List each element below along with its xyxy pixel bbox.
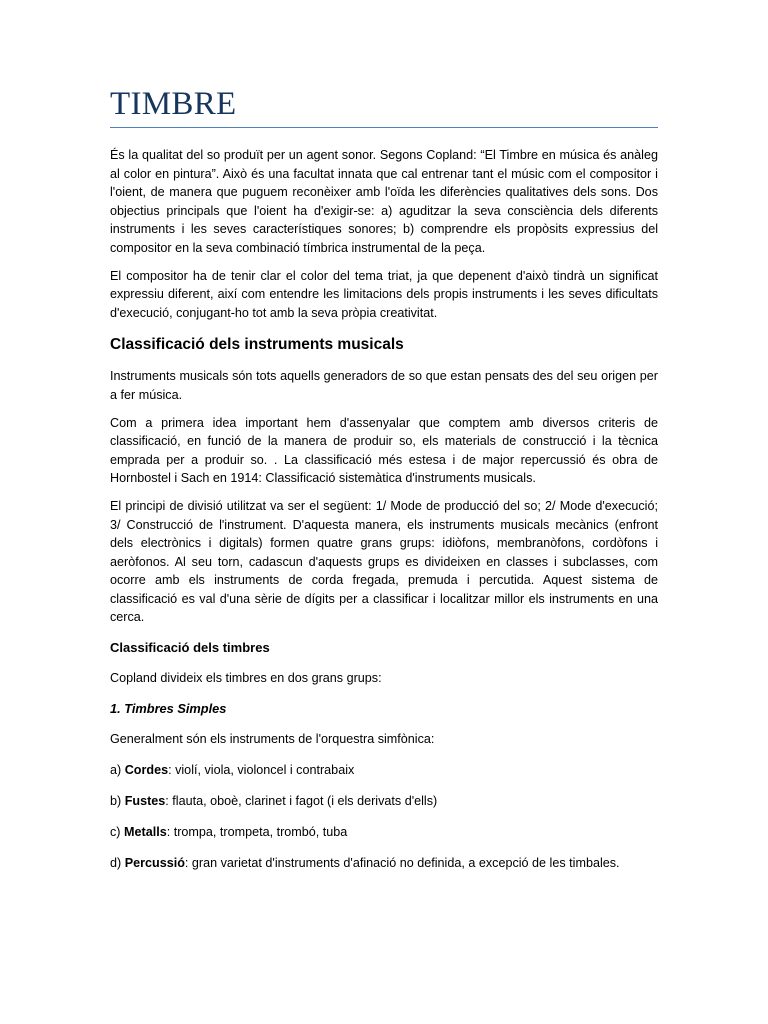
list-item-prefix: b) [110,793,125,808]
section-heading-instruments: Classificació dels instruments musicals [110,336,404,354]
subheading-simple-timbres: 1. Timbres Simples [110,700,227,716]
list-item-text: : flauta, oboè, clarinet i fagot (i els derivats d'ells) [165,793,438,808]
list-item-label: Percussió [124,855,185,870]
list-item-text: : violí, viola, violoncel i contrabaix [168,762,355,777]
list-item-prefix: d) [110,855,125,870]
list-item-cordes [110,761,658,780]
intro-paragraph-2: El compositor ha de tenir clar el color del tema triat, ja que depenent d'això tindrà un significat expressiu diferent, així com entendre les limitacions dels propis instruments i les seves dificultats d'execució, conjugant-ho tot amb la seva pròpia creativitat. [110,268,658,320]
list-item-metalls [110,823,658,842]
instruments-paragraph-2: Com a primera idea important hem d'assenyalar que comptem amb diversos criteris de classificació, en funció de la manera de produir so, els materials de construcció i la tècnica emprada per a produir so. . La classificació més estesa i de major repercussió és obra de Hornbostel i Sach en 1914: Classificació sistemàtica d'instruments musicals. [110,415,658,486]
list-item-prefix: c) [110,824,124,839]
list-item-text: : gran varietat d'instruments d'afinació no definida, a excepció de les timbales. [184,855,620,870]
instruments-paragraph-3: El principi de divisió utilitzat va ser el següent: 1/ Mode de producció del so; 2/ Mode d'execució; 3/ Construcció de l'instrument. D'aquesta manera, els instruments musicals mecànics (enfront dels electrònics i digitals) formen quatre grans grups: idiòfons, membranòfons, cordòfons i aeròfonos. Al seu torn, cadascun d'aquests grups es divideixen en classes i subclasses, com ocorre amb els instruments de corda fregada, premuda i percutida. Aquest sistema de classificació es val d'una sèrie de dígits per a classificar i localitzar millor els instruments en una cerca. [110,498,658,625]
list-item-label: Fustes [124,793,166,808]
list-item-fustes [110,792,658,811]
page-title: TIMBRE [110,86,237,122]
list-item-text: : trompa, trompeta, trombó, tuba [166,824,348,839]
intro-paragraph-1: És la qualitat del so produït per un agent sonor. Segons Copland: “El Timbre en música és anàleg al color en pintura”. Això és una facultat innata que cal entrenar tant el músic com el compositor i l'oient, de manera que puguem reconèixer amb l'oïda les diferències qualitatives dels sons. Dos objectius principals que l'oient ha d'exigir-se: a) aguditzar la seva consciència dels diferents instruments i les seves característiques sonores; b) comprendre els propòsits expressius del compositor en la seva combinació tímbrica instrumental de la peça. [110,148,658,255]
list-item-percussio [110,854,658,873]
list-item-label: Cordes [124,762,169,777]
list-item-prefix: a) [110,762,125,777]
document-body [110,146,658,884]
title-underline [110,127,658,128]
simple-timbres-lead: Generalment són els instruments de l'orquestra simfònica: [110,731,435,746]
section-heading-timbres: Classificació dels timbres [110,640,270,656]
list-item-label: Metalls [124,824,167,839]
timbres-intro: Copland divideix els timbres en dos grans grups: [110,671,382,686]
instruments-paragraph-1: Instruments musicals són tots aquells generadors de so que estan pensats des del seu origen per a fer música. [110,369,658,402]
